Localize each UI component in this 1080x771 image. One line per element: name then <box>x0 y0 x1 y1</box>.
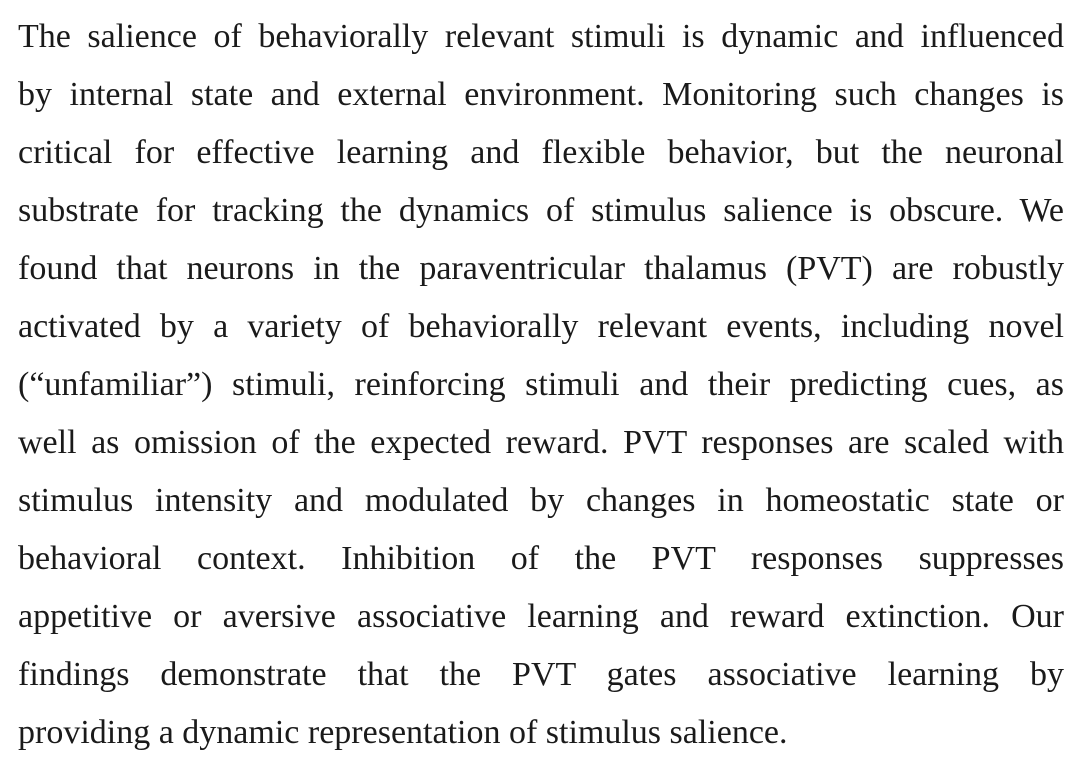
abstract-line: activated by a variety of behaviorally relevant events, including novel <box>18 308 1064 345</box>
abstract-line: stimulus intensity and modulated by changes in homeostatic state or <box>18 482 1064 519</box>
abstract-line: substrate for tracking the dynamics of stimulus salience is obscure. We <box>18 192 1064 229</box>
abstract-line: behavioral context. Inhibition of the PVT responses suppresses <box>18 540 1064 577</box>
abstract-line: found that neurons in the paraventricular thalamus (PVT) are robustly <box>18 250 1064 287</box>
abstract-line: The salience of behaviorally relevant stimuli is dynamic and influenced <box>18 18 1064 55</box>
abstract-line: findings demonstrate that the PVT gates associative learning by <box>18 656 1064 693</box>
abstract-line: (“unfamiliar”) stimuli, reinforcing stimuli and their predicting cues, as <box>18 366 1064 403</box>
abstract-paragraph <box>18 8 1064 762</box>
abstract-line: providing a dynamic representation of stimulus salience. <box>18 714 788 751</box>
abstract-line: well as omission of the expected reward. PVT responses are scaled with <box>18 424 1064 461</box>
abstract-line: appetitive or aversive associative learning and reward extinction. Our <box>18 598 1064 635</box>
abstract-line: by internal state and external environment. Monitoring such changes is <box>18 76 1064 113</box>
abstract-line: critical for effective learning and flexible behavior, but the neuronal <box>18 134 1064 171</box>
